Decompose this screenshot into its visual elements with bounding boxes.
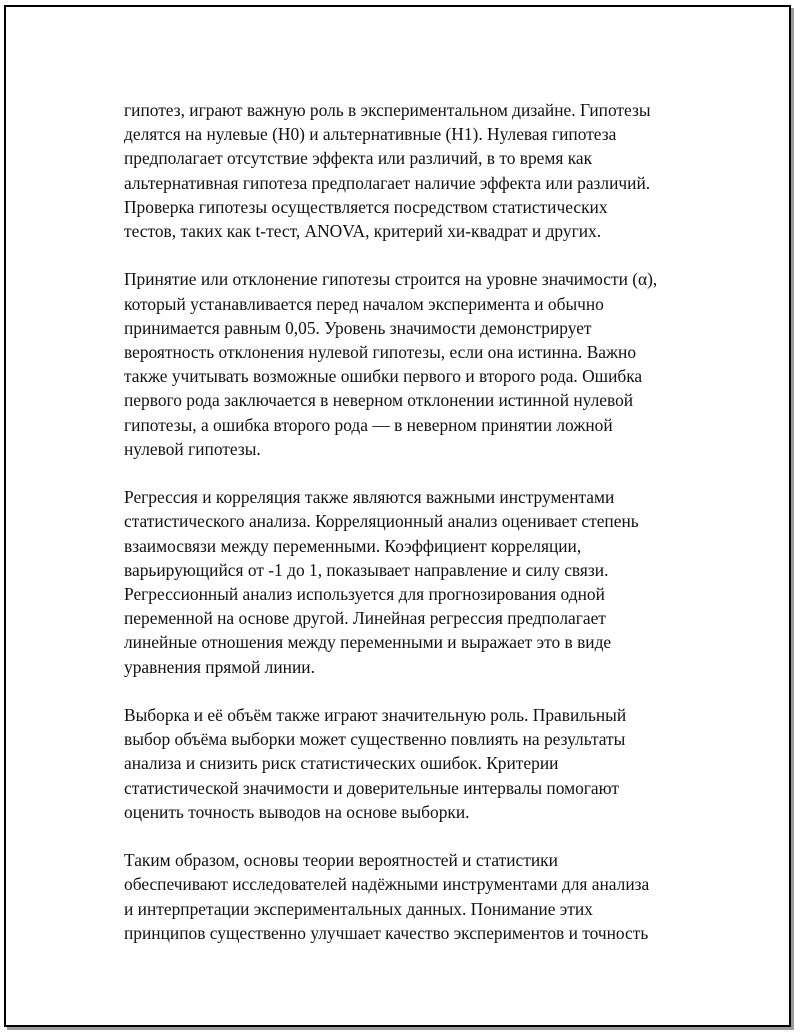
text-line: Проверка гипотезы осуществляется посредством статистических bbox=[124, 196, 608, 217]
text-line: также учитывать возможные ошибки первого и второго рода. Ошибка bbox=[124, 366, 643, 387]
paragraph-significance bbox=[124, 267, 692, 461]
text-line: линейные отношения между переменными и выражает это в виде bbox=[124, 632, 612, 653]
text-line: принципов существенно улучшает качество экспериментов и точность bbox=[124, 922, 649, 943]
text-line: Выборка и её объём также играют значительную роль. Правильный bbox=[124, 705, 627, 726]
text-line: альтернативная гипотеза предполагает наличие эффекта или различий. bbox=[124, 172, 651, 193]
text-line: оценить точность выводов на основе выборки. bbox=[124, 801, 470, 822]
text-line: переменной на основе другой. Линейная регрессия предполагает bbox=[124, 608, 606, 629]
text-line: статистической значимости и доверительные интервалы помогают bbox=[124, 777, 620, 798]
text-line: вероятность отклонения нулевой гипотезы, если она истинна. Важно bbox=[124, 342, 637, 363]
text-line: тестов, таких как t-тест, ANOVA, критерий хи-квадрат и других. bbox=[124, 221, 602, 242]
text-line: который устанавливается перед началом эксперимента и обычно bbox=[124, 293, 604, 314]
text-line: нулевой гипотезы. bbox=[124, 438, 261, 459]
text-line: Таким образом, основы теории вероятностей и статистики bbox=[124, 850, 558, 871]
text-line: взаимосвязи между переменными. Коэффициент корреляции, bbox=[124, 535, 582, 556]
text-line: Регрессия и корреляция также являются важными инструментами bbox=[124, 487, 615, 508]
paragraph-hypotheses bbox=[124, 98, 692, 243]
text-line: гипотезы, а ошибка второго рода — в неверном принятии ложной bbox=[124, 414, 613, 435]
text-line: Регрессионный анализ используется для прогнозирования одной bbox=[124, 584, 605, 605]
paragraph-regression bbox=[124, 485, 692, 679]
text-line: и интерпретации экспериментальных данных. Понимание этих bbox=[124, 898, 593, 919]
text-line: гипотез, играют важную роль в экспериментальном дизайне. Гипотезы bbox=[124, 100, 651, 120]
text-line: первого рода заключается в неверном отклонении истинной нулевой bbox=[124, 390, 634, 411]
text-line: Принятие или отклонение гипотезы строится на уровне значимости (α), bbox=[124, 269, 658, 290]
text-line: предполагает отсутствие эффекта или различий, в то время как bbox=[124, 148, 593, 169]
text-line: варьирующийся от -1 до 1, показывает направление и силу связи. bbox=[124, 559, 609, 580]
page-frame bbox=[4, 5, 791, 1027]
text-line: выбор объёма выборки может существенно повлиять на результаты bbox=[124, 729, 626, 750]
document-body bbox=[124, 98, 692, 969]
text-line: статистического анализа. Корреляционный анализ оценивает степень bbox=[124, 511, 639, 532]
text-line: обеспечивают исследователей надёжными инструментами для анализа bbox=[124, 874, 650, 895]
text-line: делятся на нулевые (H0) и альтернативные (H1). Нулевая гипотеза bbox=[124, 124, 617, 145]
paragraph-conclusion bbox=[124, 848, 692, 945]
text-line: анализа и снизить риск статистических ошибок. Критерии bbox=[124, 753, 559, 774]
text-line: уравнения прямой линии. bbox=[124, 656, 315, 677]
paragraph-sample bbox=[124, 703, 692, 824]
text-line: принимается равным 0,05. Уровень значимости демонстрирует bbox=[124, 317, 592, 338]
